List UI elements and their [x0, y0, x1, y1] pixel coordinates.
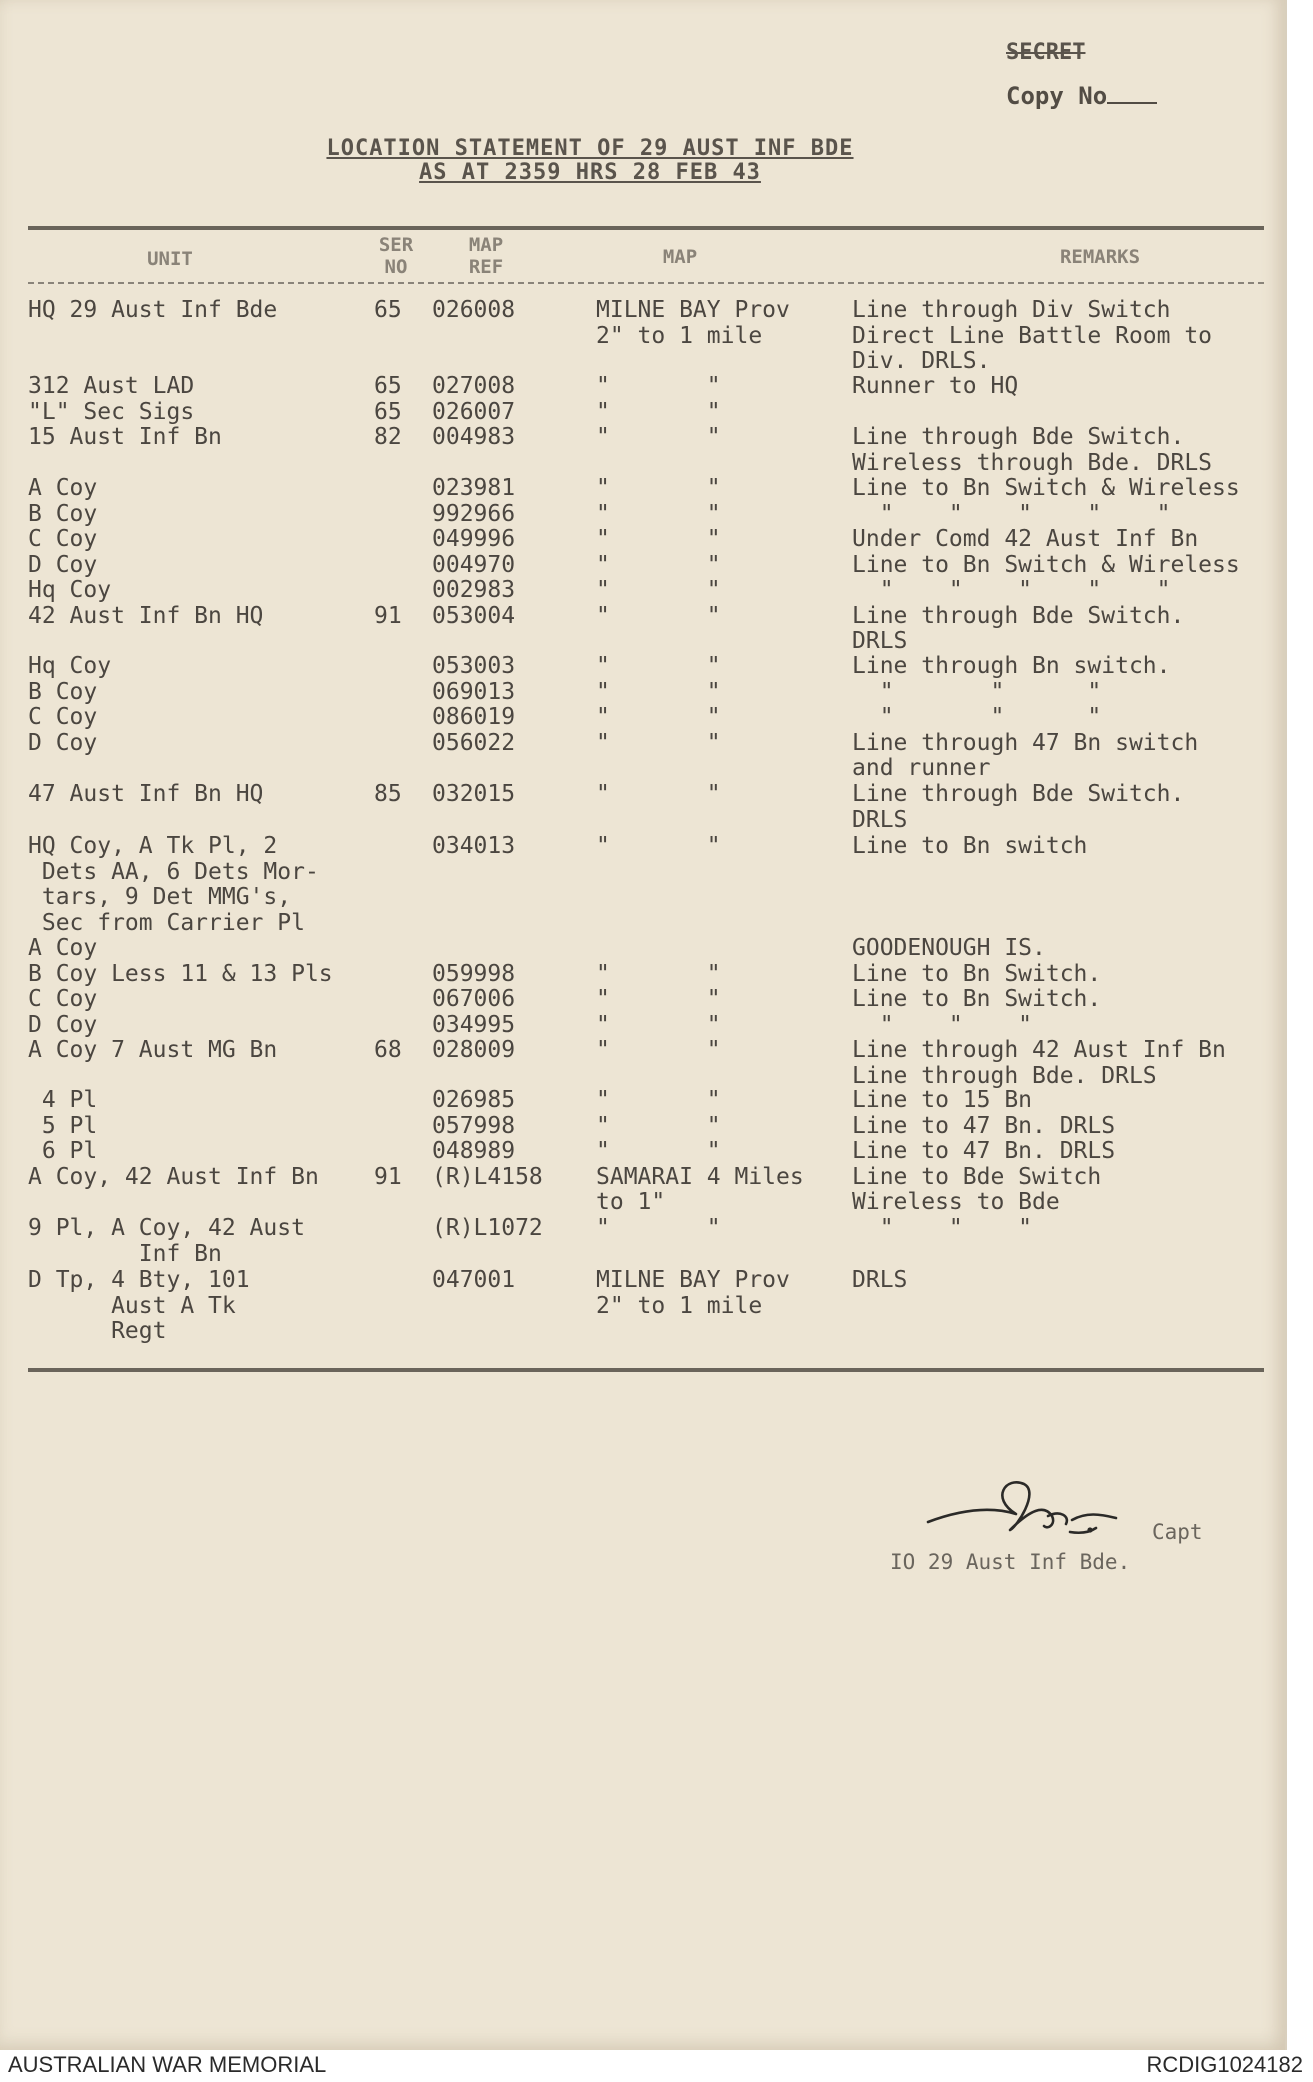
map-cell: " " [596, 781, 721, 807]
unit-cell: 47 Aust Inf Bn HQ [28, 781, 264, 807]
header-rule [28, 282, 1264, 284]
table-top-rule [28, 226, 1264, 230]
map-cell: " " [596, 1215, 721, 1241]
header-remarks: REMARKS [1059, 246, 1141, 268]
map-ref-cell: 032015 [432, 781, 516, 807]
signatory-rank: Capt [1152, 1520, 1203, 1544]
copy-number-blank [1107, 102, 1157, 104]
copy-number [1006, 82, 1157, 110]
ser-no-cell: 68 [374, 1037, 402, 1063]
header-map: MAP [662, 246, 698, 268]
ser-no-cell: 65 65 82 [374, 373, 402, 450]
remarks-cell: Line through Bn switch. " " " " " " Line through 47 Bn switch and runner [852, 653, 1199, 781]
signatory-appointment: IO 29 Aust Inf Bde. [890, 1550, 1131, 1574]
header-map-ref: MAP REF [468, 234, 504, 278]
remarks-cell: Line through Div Switch Direct Line Battle Room to Div. DRLS. [852, 297, 1213, 374]
unit-cell: HQ 29 Aust Inf Bde [28, 297, 278, 323]
map-cell: " " " " " " [596, 373, 721, 450]
map-ref-cell: 053003 069013 086019 056022 [432, 653, 516, 756]
map-cell: " " " " " " " " " " [596, 833, 721, 1063]
table-bottom-rule [28, 1368, 1264, 1372]
handwritten-signature [920, 1470, 1150, 1550]
map-cell: " " " " " " " " " " " " [596, 475, 721, 629]
map-cell: " " " " " " SAMARAI 4 Miles to 1" [596, 1087, 804, 1215]
remarks-cell: Runner to HQ Line through Bde Switch. Wireless through Bde. DRLS [852, 373, 1213, 476]
ser-no-cell: 65 [374, 297, 402, 323]
unit-cell: Hq Coy B Coy C Coy D Coy [28, 653, 112, 756]
footer-source: AUSTRALIAN WAR MEMORIAL [8, 2052, 327, 2077]
remarks-cell: Line to 15 Bn Line to 47 Bn. DRLS Line to 47 Bn. DRLS Line to Bde Switch Wireless to Bde [852, 1087, 1116, 1215]
ser-no-cell: 91 [374, 602, 402, 629]
unit-cell: D Tp, 4 Bty, 101 Aust A Tk Regt [28, 1267, 250, 1344]
remarks-cell: Line through Bde Switch. DRLS [852, 781, 1185, 833]
unit-cell: A Coy B Coy C Coy D Coy Hq Coy 42 Aust Inf Bn HQ [28, 475, 264, 629]
header-ser-no: SER NO [378, 234, 414, 278]
unit-cell: 4 Pl 5 Pl 6 Pl A Coy, 42 Aust Inf Bn [28, 1087, 319, 1190]
map-ref-cell: 026985 057998 048989 (R)L4158 [432, 1087, 543, 1190]
signature-block [890, 1470, 1220, 1590]
ser-no-cell: 91 [374, 1163, 402, 1190]
copy-label: Copy No [1006, 82, 1108, 110]
map-ref-cell: 047001 [432, 1267, 516, 1293]
header-unit: UNIT [147, 248, 193, 270]
map-ref-cell: 026008 [432, 297, 516, 323]
ser-no-cell: 85 [374, 781, 402, 807]
map-ref-cell: 023981 992966 049996 004970 002983 053004 [432, 475, 516, 629]
unit-cell: HQ Coy, A Tk Pl, 2 Dets AA, 6 Dets Mor- tars, 9 Det MMG's, Sec from Carrier Pl A Coy B Coy Less 11 & 13 Pls C Coy D Coy A Coy 7 Aust MG Bn [28, 833, 333, 1063]
map-cell: MILNE BAY Prov 2" to 1 mile [596, 1267, 790, 1319]
map-cell: " " " " " " " " [596, 653, 721, 756]
footer-reference: RCDIG1024182 [1146, 2052, 1303, 2077]
remarks-cell: " " " [852, 1215, 1033, 1241]
map-ref-cell: 027008 026007 004983 [432, 373, 516, 450]
unit-cell: 9 Pl, A Coy, 42 Aust Inf Bn [28, 1215, 305, 1267]
map-ref-cell: 034013 059998 067006 034995 028009 [432, 833, 516, 1063]
remarks-cell: Line to Bn Switch & Wireless " " " " " Under Comd 42 Aust Inf Bn Line to Bn Switch & Wireless " " " " " Line through Bde Switch. DRLS [852, 475, 1240, 654]
map-ref-cell: (R)L1072 [432, 1215, 543, 1241]
remarks-cell: DRLS [852, 1267, 908, 1293]
unit-cell: 312 Aust LAD "L" Sec Sigs 15 Aust Inf Bn [28, 373, 222, 450]
document-subtitle: AS AT 2359 HRS 28 FEB 43 [419, 160, 761, 185]
map-cell: MILNE BAY Prov 2" to 1 mile [596, 297, 790, 349]
document-title: LOCATION STATEMENT OF 29 AUST INF BDE [326, 136, 854, 161]
remarks-cell: Line to Bn switch GOODENOUGH IS. Line to Bn Switch. Line to Bn Switch. " " " Line through 42 Aust Inf Bn Line through Bde. DRLS [852, 833, 1226, 1089]
classification-mark: SECRET [1006, 40, 1086, 65]
